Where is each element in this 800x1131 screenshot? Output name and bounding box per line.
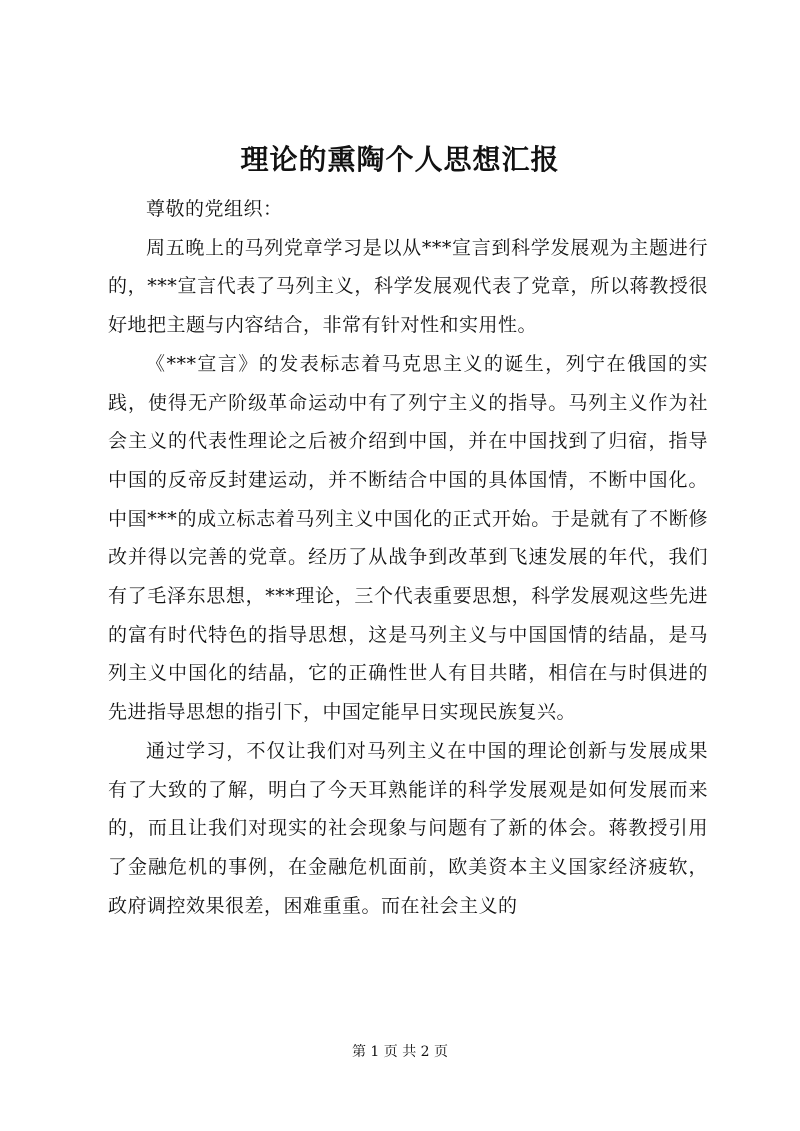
paragraph-2: 《***宣言》的发表标志着马克思主义的诞生，列宁在俄国的实践，使得无产阶级革命运动中有了列宁主义的指导。马列主义作为社会主义的代表性理论之后被介绍到中国，并在中国找到了归宿，指导中国的反帝反封建运动，并不断结合中国的具体国情，不断中国化。中国***的成立标志着马列主义中国化的正式开始。于是就有了不断修改并得以完善的党章。经历了从战争到改革到飞速发展的年代，我们有了毛泽东思想，***理论，三个代表重要思想，科学发展观这些先进的富有时代特色的指导思想，这是马列主义与中国国情的结晶，是马列主义中国化的结晶，它的正确性世人有目共睹，相信在与时俱进的先进指导思想的指引下，中国定能早日实现民族复兴。	[108, 352, 708, 724]
paragraph-1: 周五晚上的马列党章学习是以从***宣言到科学发展观为主题进行的，***宣言代表了马列主义，科学发展观代表了党章，所以蒋教授很好地把主题与内容结合，非常有针对性和实用性。	[108, 236, 708, 337]
paragraph-3: 通过学习，不仅让我们对马列主义在中国的理论创新与发展成果有了大致的了解，明白了今天耳熟能详的科学发展观是如何发展而来的，而且让我们对现实的社会现象与问题有了新的体会。蒋教授引用了金融危机的事例，在金融危机面前，欧美资本主义国家经济疲软，政府调控效果很差，困难重重。而在社会主义的	[108, 739, 708, 917]
page-footer: 第 1 页 共 2 页	[351, 1044, 449, 1060]
document-body	[108, 190, 708, 925]
salutation: 尊敬的党组织：	[146, 198, 283, 220]
document-title: 理论的熏陶个人思想汇报	[240, 143, 560, 176]
